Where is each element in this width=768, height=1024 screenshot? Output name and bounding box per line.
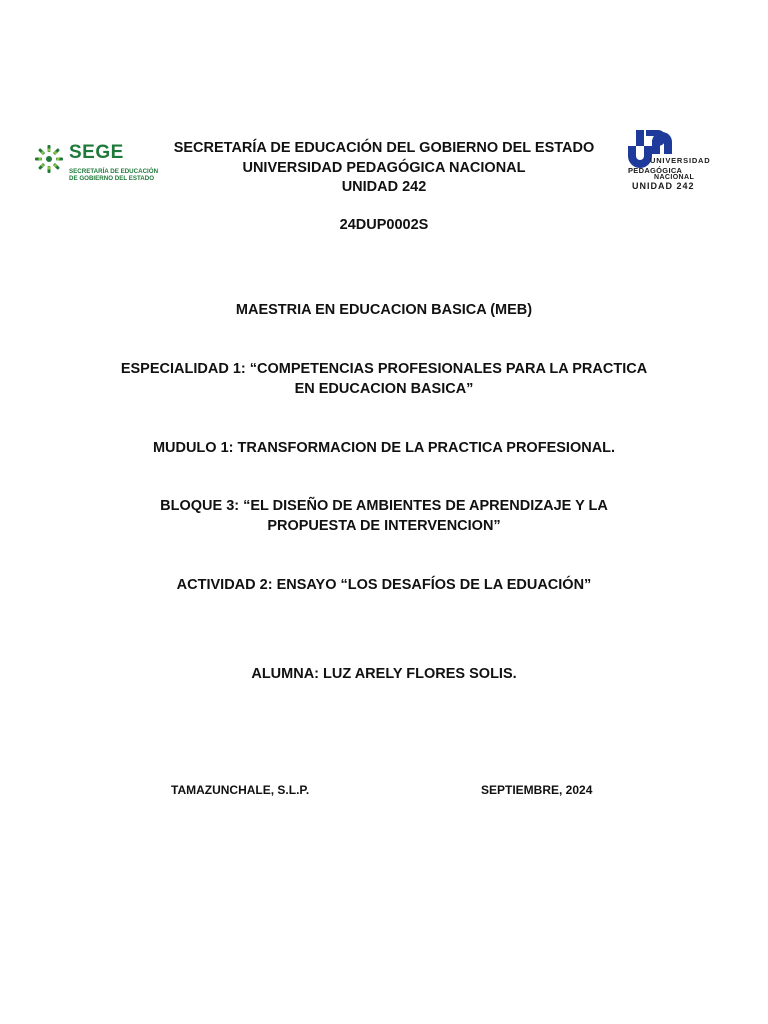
header-secretaria: SECRETARÍA DE EDUCACIÓN DEL GOBIERNO DEL ESTADO	[173, 140, 595, 156]
modulo-title: MUDULO 1: TRANSFORMACION DE LA PRACTICA PROFESIONAL.	[152, 440, 616, 456]
upn-text-pedagogica: PEDAGÓGICA	[628, 166, 683, 175]
header-unidad: UNIDAD 242	[341, 179, 427, 195]
alumna-name: ALUMNA: LUZ ARELY FLORES SOLIS.	[251, 666, 517, 682]
sege-wordmark: SEGE	[69, 142, 124, 163]
program-title: MAESTRIA EN EDUCACION BASICA (MEB)	[235, 302, 533, 318]
bloque-line2: PROPUESTA DE INTERVENCION”	[267, 518, 501, 534]
header-code: 24DUP0002S	[339, 217, 429, 233]
upn-text-nacional: NACIONAL	[654, 174, 695, 181]
especialidad-line1: ESPECIALIDAD 1: “COMPETENCIAS PROFESIONALES PARA LA PRACTICA	[120, 361, 648, 377]
sege-subtitle-line2: DE GOBIERNO DEL ESTADO	[69, 175, 155, 182]
footer-place: TAMAZUNCHALE, S.L.P.	[171, 783, 310, 797]
header-universidad: UNIVERSIDAD PEDAGÓGICA NACIONAL	[242, 160, 526, 176]
sege-subtitle-line1: SECRETARÍA DE EDUCACIÓN	[69, 168, 159, 175]
upn-text-unidad: UNIDAD 242	[632, 181, 695, 191]
upn-text-universidad: UNIVERSIDAD	[650, 156, 711, 165]
actividad-title: ACTIVIDAD 2: ENSAYO “LOS DESAFÍOS DE LA EDUACIÓN”	[176, 577, 592, 593]
footer-date: SEPTIEMBRE, 2024	[481, 783, 593, 797]
especialidad-line2: EN EDUCACION BASICA”	[294, 381, 474, 397]
bloque-line1: BLOQUE 3: “EL DISEÑO DE AMBIENTES DE APRENDIZAJE Y LA	[160, 498, 608, 514]
